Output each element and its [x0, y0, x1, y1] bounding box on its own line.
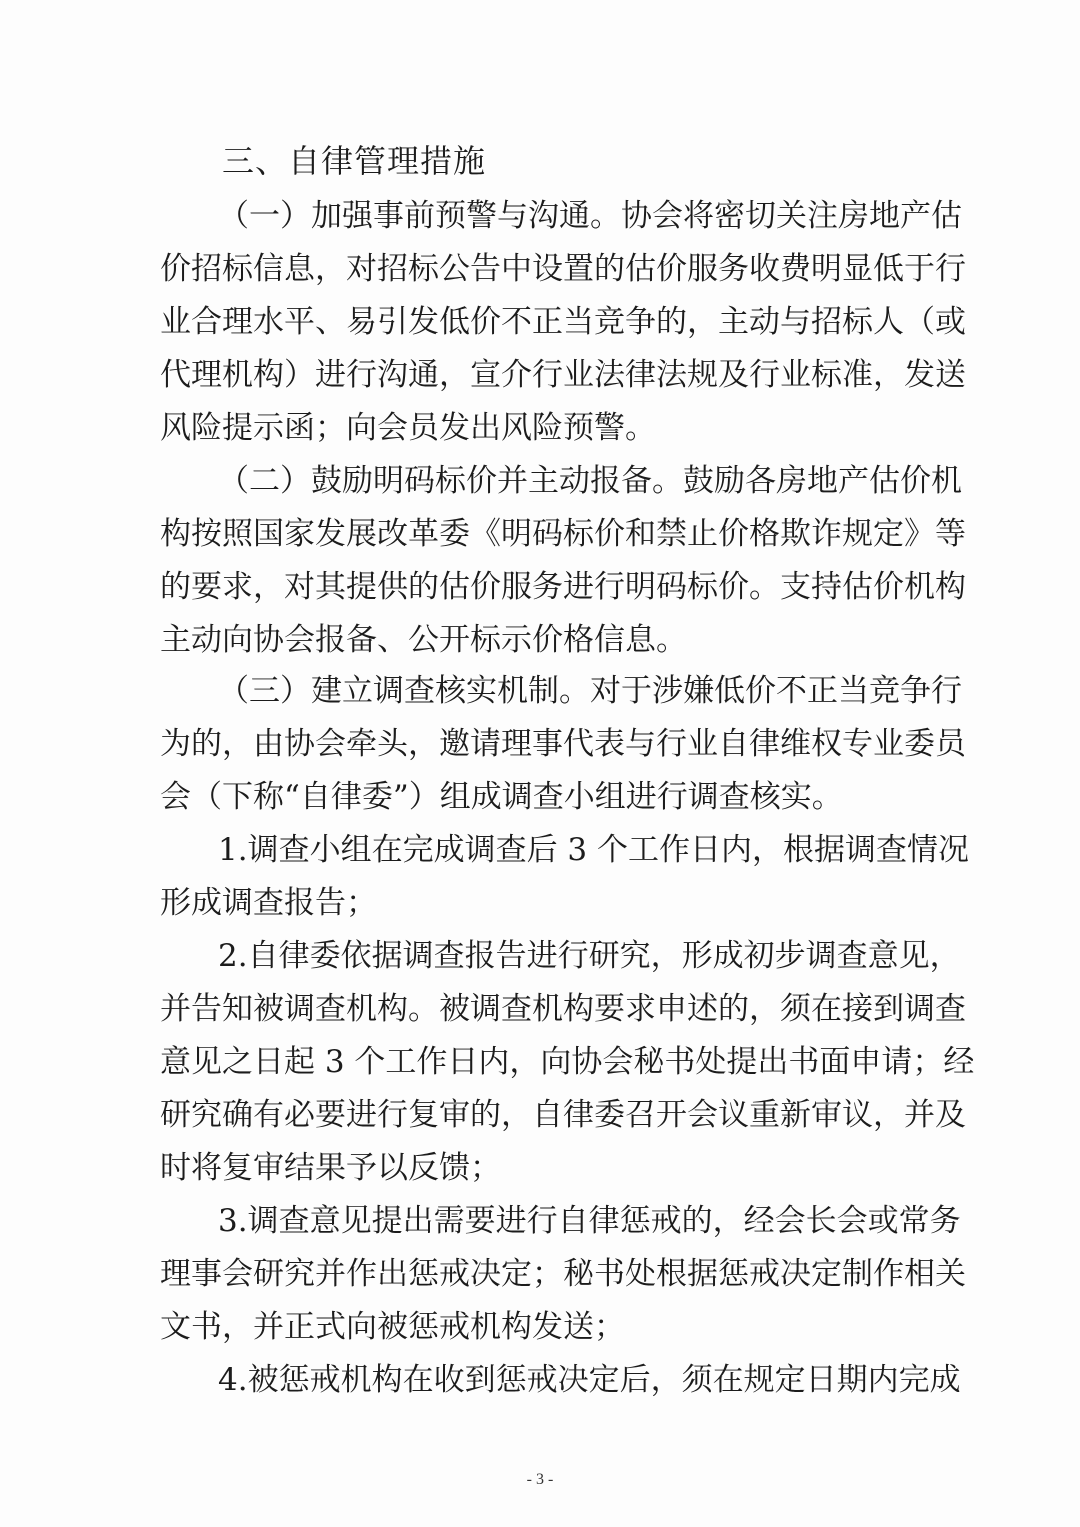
paragraph-line: 会（下称“自律委”）组成调查小组进行调查核实。 [160, 779, 843, 815]
paragraph-line: 价招标信息，对招标公告中设置的估价服务收费明显低于行 [160, 251, 966, 287]
paragraph-line: （三）建立调查核实机制。对于涉嫌低价不正当竞争行 [218, 673, 962, 709]
section-heading: 三、自律管理措施 [222, 142, 487, 180]
paragraph-line: 时将复审结果予以反馈； [160, 1150, 501, 1186]
paragraph-line: （二）鼓励明码标价并主动报备。鼓励各房地产估价机 [218, 463, 962, 499]
paragraph-line: 4.被惩戒机构在收到惩戒决定后，须在规定日期内完成 [218, 1362, 961, 1398]
paragraph-line: 1.调查小组在完成调查后 3 个工作日内，根据调查情况 [218, 832, 970, 868]
paragraph-line: （一）加强事前预警与沟通。协会将密切关注房地产估 [218, 198, 962, 234]
paragraph-line: 构按照国家发展改革委《明码标价和禁止价格欺诈规定》等 [160, 516, 966, 552]
paragraph-line: 2.自律委依据调查报告进行研究，形成初步调查意见， [218, 938, 961, 974]
paragraph-line: 风险提示函；向会员发出风险预警。 [160, 410, 656, 446]
paragraph-line: 形成调查报告； [160, 885, 377, 921]
paragraph-line: 的要求，对其提供的估价服务进行明码标价。支持估价机构 [160, 569, 966, 605]
paragraph-line: 研究确有必要进行复审的，自律委召开会议重新审议，并及 [160, 1097, 966, 1133]
paragraph-line: 并告知被调查机构。被调查机构要求申述的，须在接到调查 [160, 991, 966, 1027]
paragraph-line: 业合理水平、易引发低价不正当竞争的，主动与招标人（或 [160, 304, 966, 340]
paragraph-line: 主动向协会报备、公开标示价格信息。 [160, 622, 687, 658]
paragraph-line: 文书，并正式向被惩戒机构发送； [160, 1309, 625, 1345]
paragraph-line: 代理机构）进行沟通，宣介行业法律法规及行业标准，发送 [160, 357, 966, 393]
paragraph-line: 理事会研究并作出惩戒决定；秘书处根据惩戒决定制作相关 [160, 1256, 966, 1292]
page-number: - 3 - [526, 1471, 554, 1488]
paragraph-line: 3.调查意见提出需要进行自律惩戒的，经会长会或常务 [218, 1203, 961, 1239]
paragraph-line: 为的，由协会牵头，邀请理事代表与行业自律维权专业委员 [160, 726, 966, 762]
paragraph-line: 意见之日起 3 个工作日内，向协会秘书处提出书面申请；经 [160, 1044, 975, 1080]
